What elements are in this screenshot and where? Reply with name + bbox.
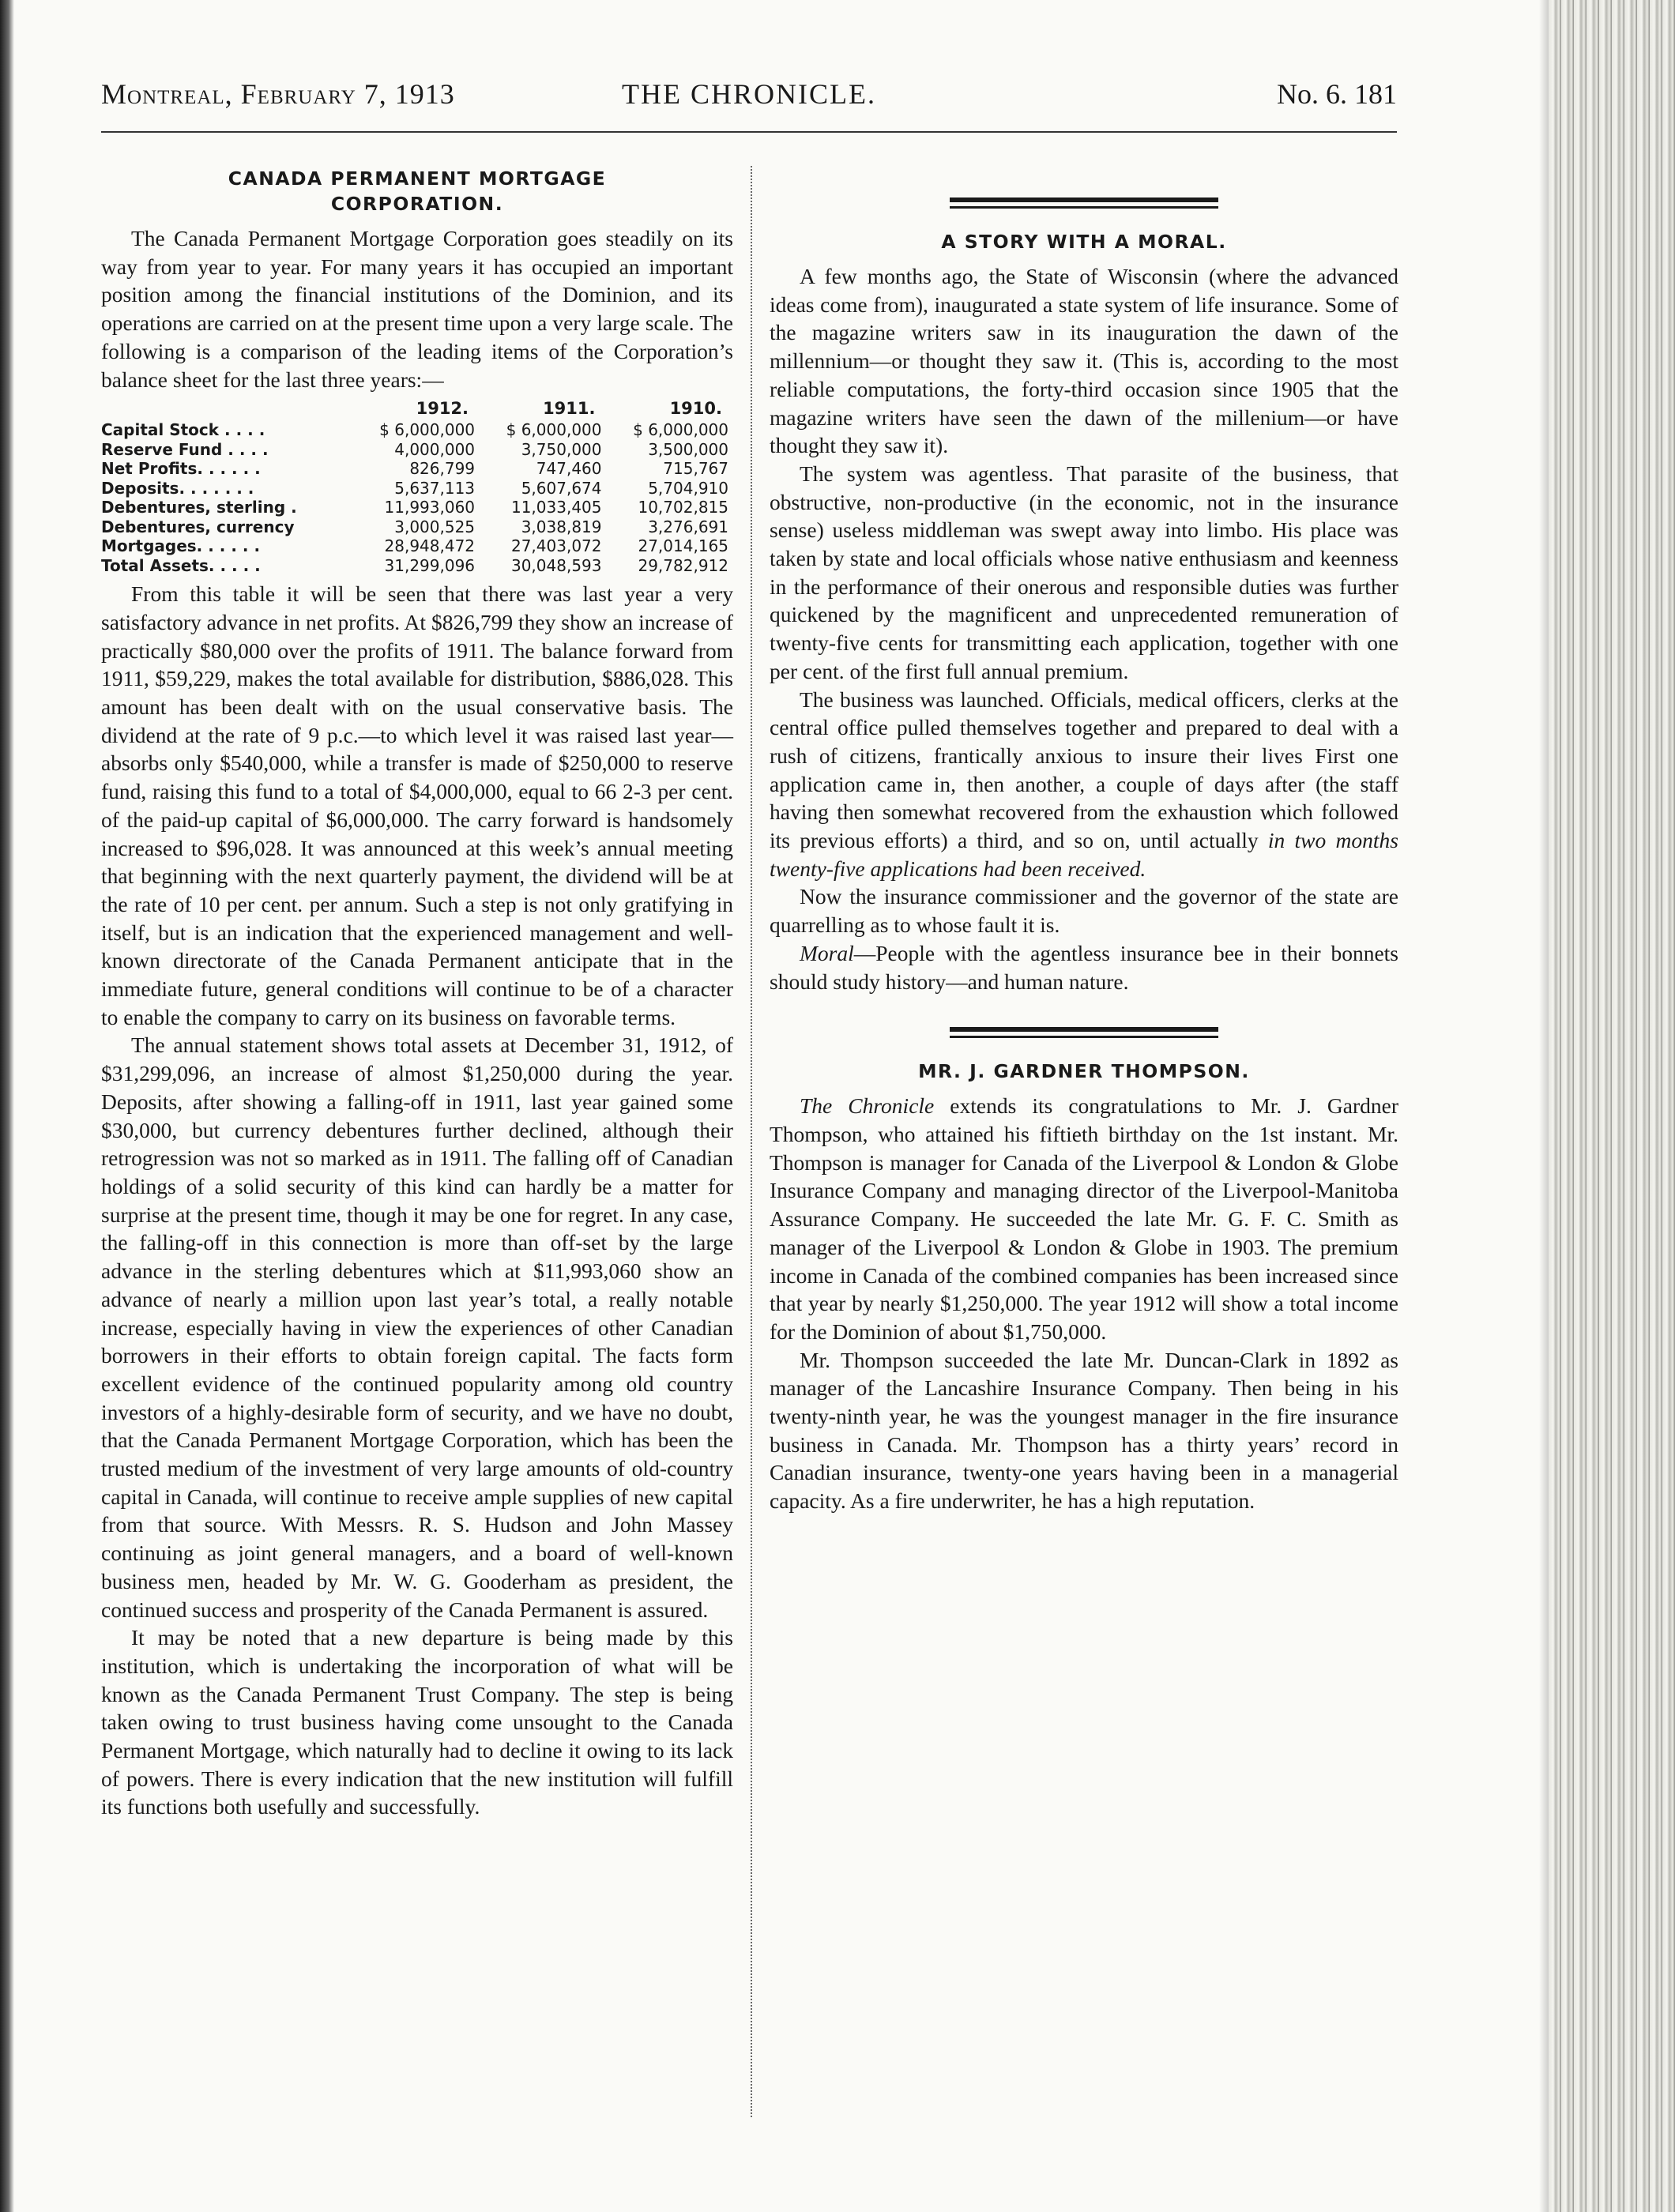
cell-1911: 3,038,819 — [521, 517, 602, 536]
running-head — [101, 77, 1397, 117]
cell-1911: 5,607,674 — [521, 478, 602, 498]
cell-1910: 29,782,912 — [638, 555, 728, 575]
cell-1910: 10,702,815 — [638, 498, 728, 517]
row-label: Mortgages. . . . . . — [101, 536, 261, 556]
cell-1912: $ 6,000,000 — [379, 420, 476, 440]
article-paragraph: The system was agentless. That parasite of the business, that obstructive, non-productive (in the economic, not in the insurance sense) useless middleman was swept away into limbo. His place was taken by state and local officials whose native enthusiasm and keenness in the performance of their onerous and responsible duties was further quickened by the magnificent and unprecedented remuneration of twenty-five cents for transmitting each application, together with one per cent. of the first full annual premium. — [770, 461, 1398, 683]
table-row — [101, 498, 733, 517]
article-paragraph: Now the insurance commissioner and the governor of the state are quarrelling as to whose fault it is. — [770, 884, 1398, 938]
page-gutter-shadow — [0, 0, 14, 2212]
table-header-1912: 1912. — [416, 399, 469, 419]
article-paragraph: From this table it will be seen that there was last year a very satisfactory advance in net profits. At $826,799 they show an increase of practically $80,000 over the profits of 1911. The balance forward from 1911, $59,229, makes the total available for distribution, $886,028. This amount has been dealt with on the usual conservative basis. The dividend at the rate of 9 p.c.—to which level it was raised last year—absorbs only $540,000, while a transfer is made of $250,000 to reserve fund, raising this fund to a total of $4,000,000, equal to 66 2-3 per cent. of the paid-up capital of $6,000,000. The carry forward is handsomely increased to $96,028. It was announced at this week’s annual meeting that beginning with the next quarterly payment, the dividend will be at the rate of 10 per cent. per annum. Such a step is not only gratifying in itself, but is an indication that the experienced management and well-known directorate of the Canada Permanent anticipate that in the immediate future, general conditions will continue to be of a character to enable the company to carry on its business on favorable terms. — [101, 581, 733, 1029]
table-row — [101, 479, 733, 498]
book-page-edges — [1549, 0, 1675, 2212]
right-column — [770, 166, 1398, 1515]
cell-1910: 715,767 — [663, 459, 728, 479]
cell-1912: 28,948,472 — [384, 536, 476, 556]
table-header-1911: 1911. — [543, 399, 596, 419]
balance-sheet-table — [101, 397, 733, 575]
section-separator-rule — [950, 1027, 1218, 1038]
running-head-page-number: No. 6. 181 — [1277, 78, 1397, 110]
cell-1912: 4,000,000 — [394, 439, 476, 459]
cell-1910: 3,276,691 — [648, 517, 728, 536]
moral-text: —People with the agentless insurance bee in their bonnets should study history—and human nature. — [770, 940, 1398, 994]
row-label: Capital Stock . . . . — [101, 420, 265, 440]
article-paragraph — [770, 686, 1398, 883]
paragraph-text: The business was launched. Officials, medical officers, clerks at the central office pulled themselves together and prepared to deal with a rush of citizens, frantically anxious to insure their lives First one application came in, then another, a couple of days after (the staff having then somewhat recovered from the exhaustion which followed its previous efforts) a third, and so on, until actually — [770, 687, 1398, 853]
cell-1911: 747,460 — [536, 459, 602, 479]
row-label: Deposits. . . . . . . — [101, 478, 254, 498]
article-paragraph: Mr. Thompson succeeded the late Mr. Duncan-Clark in 1892 as manager of the Lancashire Insurance Company. Then being in his twenty-ninth year, he was the youngest manager in the fire insurance business in Canada. Mr. Thompson has a thirty years’ record in Canadian insurance, twenty-one years having been in a managerial capacity. As a fire underwriter, he has a high reputation. — [770, 1347, 1398, 1514]
article-title-line-1: CANADA PERMANENT MORTGAGE — [228, 167, 607, 190]
running-head-dateline: Montreal, February 7, 1913 — [101, 78, 455, 110]
article-canada-permanent — [101, 166, 733, 1821]
cell-1911: 30,048,593 — [510, 555, 602, 575]
article-story-with-moral — [770, 229, 1398, 995]
cell-1912: 5,637,113 — [394, 478, 476, 498]
left-column — [101, 166, 733, 1821]
article-paragraph — [770, 1092, 1398, 1345]
cell-1910: 27,014,165 — [638, 536, 728, 556]
table-row — [101, 517, 733, 537]
row-label: Debentures, sterling . — [101, 498, 297, 517]
cell-1912: 11,993,060 — [384, 498, 476, 517]
cell-1910: $ 6,000,000 — [633, 420, 728, 440]
article-moral — [770, 939, 1398, 995]
column-divider — [751, 166, 752, 2117]
article-title: A STORY WITH A MORAL. — [941, 231, 1227, 253]
row-label: Reserve Fund . . . . — [101, 439, 269, 459]
header-rule — [101, 131, 1397, 133]
article-gardner-thompson — [770, 1059, 1398, 1515]
cell-1912: 3,000,525 — [394, 517, 476, 536]
cell-1910: 5,704,910 — [648, 478, 728, 498]
table-header-blank — [101, 397, 353, 420]
article-paragraph-continued: It may be noted that a new departure is being made by this institution, which is undertaking the incorporation of what will be known as the Canada Permanent Trust Company. The step is being taken owing to trust business having come unsought to the Canada Permanent Mortgage, which naturally had to decline it owing to its lack of powers. There is every indication that the new institution will fulfill its functions both usefully and successfully. — [101, 1625, 733, 1819]
table-row — [101, 556, 733, 576]
cell-1910: 3,500,000 — [648, 439, 728, 459]
cell-1912: 826,799 — [409, 459, 476, 479]
table-row — [101, 440, 733, 460]
emphasized-text: in two months twenty-five applications had been received. — [770, 828, 1398, 881]
article-title: MR. J. GARDNER THOMPSON. — [918, 1060, 1250, 1083]
cell-1912: 31,299,096 — [384, 555, 476, 575]
section-separator-rule — [950, 198, 1218, 209]
table-row — [101, 459, 733, 479]
paragraph-text: extends its congratulations to Mr. J. Gardner Thompson, who attained his fiftieth birthday on the 1st instant. Mr. Thompson is manager for Canada of the Liverpool & London & Globe Insurance Company and managing director of the Liverpool-Manitoba Assurance Company. He succeeded the late Mr. G. F. C. Smith as manager of the Liverpool & London & Globe in 1903. The premium income in Canada of the combined companies has been increased since that year by nearly $1,250,000. The year 1912 will show a total income for the Dominion of about $1,750,000. — [770, 1093, 1399, 1344]
row-label: Net Profits. . . . . . — [101, 459, 261, 479]
article-paragraph: A few months ago, the State of Wisconsin (where the advanced ideas come from), inaugurated a state system of life insurance. Some of the magazine writers saw in its inauguration the dawn of the millennium—or thought they saw it. (This is, according to the most reliable computations, the forty-third occasion since 1905 that the magazine writers have seen the dawn of the millenium—or have thought they saw it). — [770, 264, 1398, 458]
article-title-line-2: CORPORATION. — [330, 193, 504, 215]
table-header-1910: 1910. — [669, 399, 722, 419]
cell-1911: 3,750,000 — [521, 439, 602, 459]
article-paragraph: The annual statement shows total assets at December 31, 1912, of $31,299,096, an increase of almost $1,250,000 during the year. Deposits, after showing a falling-off in 1911, last year gained some $30,000, but currency debentures further declined, although their retrogression was not so marked as in 1911. The falling off of Canadian holdings of a solid security of this kind can hardly be a matter for surprise at the present time, though it may be one for regret. In any case, the falling-off in this connection is more than off-set by the large advance in the sterling debentures which at $11,993,060 show an advance of nearly a million upon last year’s total, a really notable increase, especially having in view the experiences of other Canadian borrowers in their efforts to obtain foreign capital. The facts form excellent evidence of the continued popularity among old country investors of a highly-desirable form of security, and we have no doubt, that the Canada Permanent Mortgage Corporation, which has been the trusted medium of the investment of very large amounts of old-country capital in Canada, will continue to receive ample supplies of new capital from that source. With Messrs. R. S. Hudson and John Massey continuing as joint general managers, and a board of well-known business men, headed by Mr. W. G. Gooderham as president, the continued success and prosperity of the Canada Permanent is assured. — [101, 1033, 733, 1622]
table-header-row — [101, 397, 733, 420]
cell-1911: 11,033,405 — [510, 498, 602, 517]
table-row — [101, 536, 733, 556]
article-paragraph: The Canada Permanent Mortgage Corporation goes steadily on its way from year to year. For many years it has occupied an important position among the financial institutions of the Dominion, and its operations are carried on at the present time upon a very large scale. The following is a comparison of the leading items of the Corporation’s balance sheet for the last three years:— — [101, 226, 733, 392]
moral-label: Moral — [800, 940, 854, 965]
row-label: Total Assets. . . . . — [101, 555, 261, 575]
row-label: Debentures, currency — [101, 517, 295, 536]
running-head-title: THE CHRONICLE. — [622, 78, 876, 110]
publication-name: The Chronicle — [800, 1093, 935, 1119]
cell-1911: 27,403,072 — [510, 536, 602, 556]
cell-1911: $ 6,000,000 — [506, 420, 602, 440]
table-row — [101, 420, 733, 440]
